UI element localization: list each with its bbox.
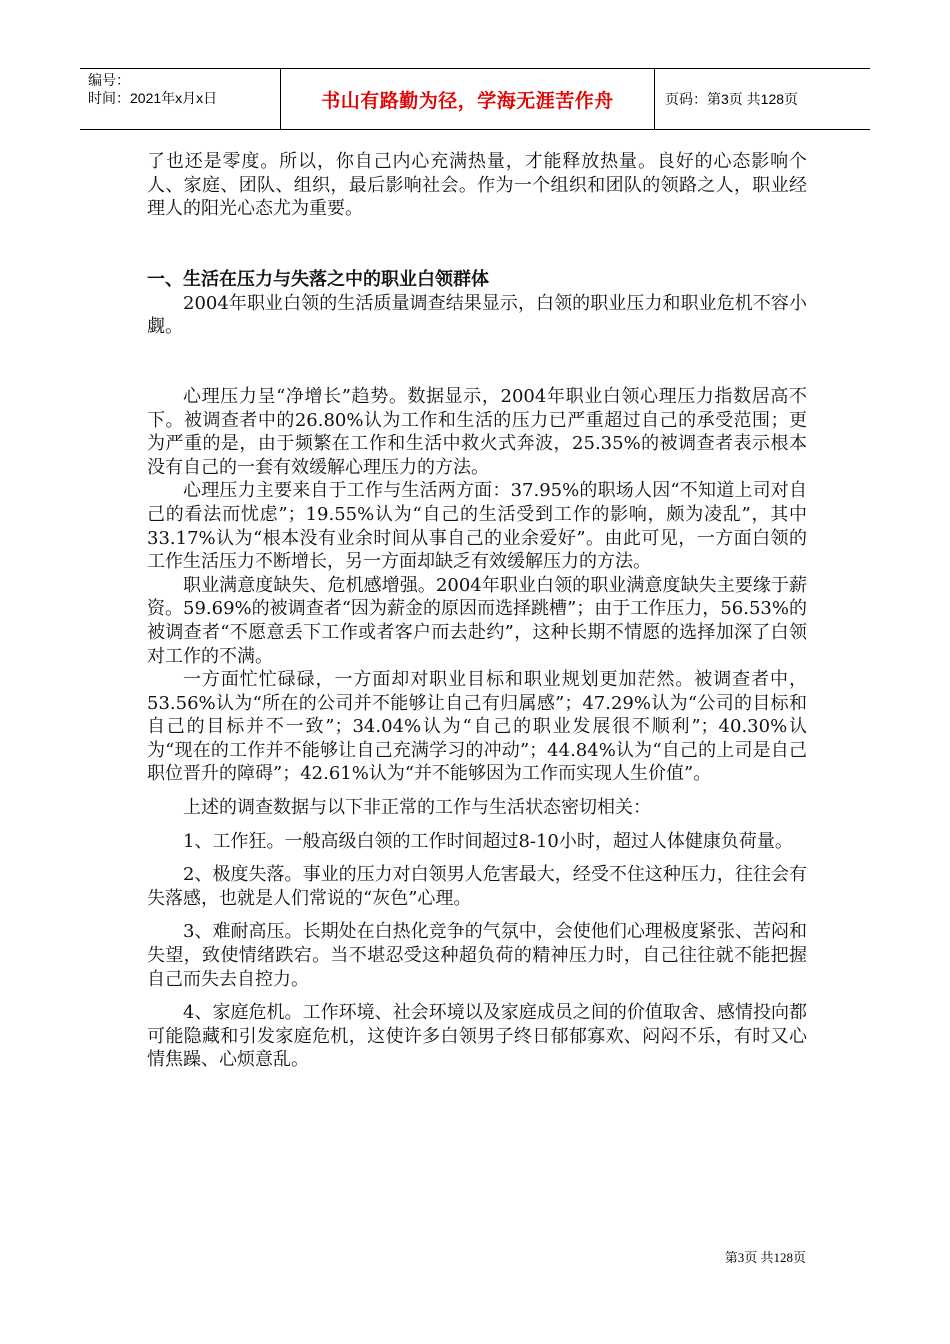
paragraph-pressure-sources: 心理压力主要来自于工作与生活两方面：37.95%的职场人因“不知道上司对自己的看法而忧虑”；19.55%认为“自己的生活受到工作的影响，颇为凌乱”，其中33.17%认为“根本没有业余时间从事自己的业余爱好”。由此可见，一方面白领的工作生活压力不断增长，另一方面却缺乏有效缓解压力的方法。	[147, 480, 807, 573]
number-label: 编号：	[88, 72, 130, 88]
list-item-family-crisis: 4、家庭危机。工作环境、社会环境以及家庭成员之间的价值取舍、感情投向都可能隐藏和引发家庭危机，这使许多白领男子终日郁郁寡欢、闷闷不乐，有时又心情焦躁、心烦意乱。	[147, 1002, 807, 1071]
paragraph-survey-intro: 2004年职业白领的生活质量调查结果显示，白领的职业压力和职业危机不容小觑。	[147, 292, 807, 338]
paragraph-satisfaction: 职业满意度缺失、危机感增强。2004年职业白领的职业满意度缺失主要缘于薪资。59.69%的被调查者“因为薪金的原因而选择跳槽”；由于工作压力，56.53%的被调查者“不愿意丢下工作或者客户而去赴约”，这种长期不情愿的选择加深了白领对工作的不满。	[147, 574, 807, 667]
document-body	[147, 150, 807, 1072]
paragraph-related-states: 上述的调查数据与以下非正常的工作与生活状态密切相关：	[183, 797, 651, 819]
time-label: 时间：2021年x月x日	[88, 90, 218, 106]
paragraph-pressure: 心理压力呈“净增长”趋势。数据显示，2004年职业白领心理压力指数居高不下。被调查者中的26.80%认为工作和生活的压力已严重超过自己的承受范围；更为严重的是，由于频繁在工作和生活中救火式奔波，25.35%的被调查者表示根本没有自己的一套有效缓解心理压力的方法。	[147, 385, 807, 478]
list-item-high-pressure: 3、难耐高压。长期处在白热化竞争的气氛中，会使他们心理极度紧张、苦闷和失望，致使情绪跌宕。当不堪忍受这种超负荷的精神压力时，自己往往就不能把握自己而失去自控力。	[147, 921, 807, 990]
section-heading: 一、生活在压力与失落之中的职业白领群体	[147, 268, 489, 290]
page-header	[80, 68, 870, 130]
list-item-frustration: 2、极度失落。事业的压力对白领男人危害最大，经受不住这种压力，往往会有失落感，也就是人们常说的“灰色”心理。	[147, 864, 807, 909]
header-motto: 书山有路勤为径，学海无涯苦作舟	[281, 69, 655, 129]
page-footer: 第3页 共128页	[724, 1250, 806, 1265]
header-meta	[80, 69, 281, 129]
header-page-info: 页码：第3页 共128页	[665, 91, 799, 107]
paragraph-career-goals: 一方面忙忙碌碌，一方面却对职业目标和职业规划更加茫然。被调查者中，53.56%认为“所在的公司并不能够让自己有归属感”；47.29%认为“公司的目标和自己的目标并不一致”；34.04%认为“自己的职业发展很不顺利”；40.30%认为“现在的工作并不能够让自己充满学习的冲动”；44.84%认为“自己的上司是自己职位晋升的障碍”；42.61%认为“并不能够因为工作而实现人生价值”。	[147, 669, 807, 785]
list-item-workaholic: 1、工作狂。一般高级白领的工作时间超过8-10小时，超过人体健康负荷量。	[183, 830, 793, 852]
paragraph-intro: 了也还是零度。所以，你自己内心充满热量，才能释放热量。良好的心态影响个人、家庭、团队、组织，最后影响社会。作为一个组织和团队的领路之人，职业经理人的阳光心态尤为重要。	[147, 151, 807, 220]
